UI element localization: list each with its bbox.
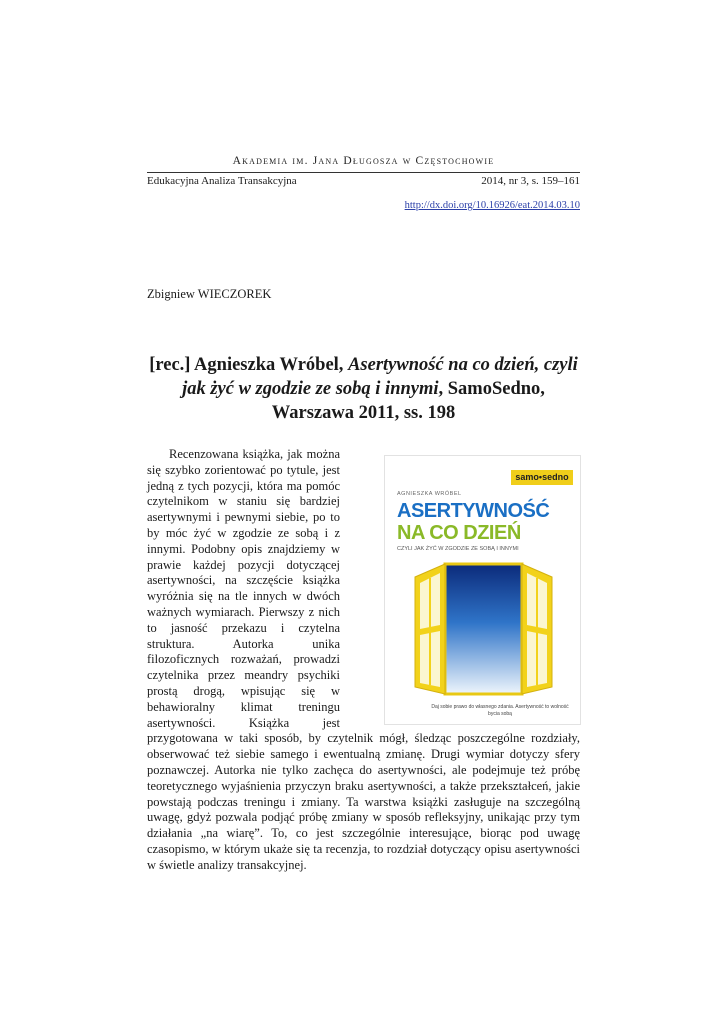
author-name: Zbigniew WIECZOREK [147, 287, 272, 301]
title-suffix: , SamoSedno, Warszawa 2011, ss. 198 [271, 379, 545, 423]
cover-subtitle: CZYLI JAK ŻYĆ W ZGODZIE ZE SOBĄ I INNYMI [397, 546, 519, 552]
doi-link[interactable]: http://dx.doi.org/10.16926/eat.2014.03.10 [404, 200, 580, 211]
open-window-illustration [405, 559, 562, 699]
header-rule [147, 172, 580, 173]
cover-quote: Daj sobie prawo do własnego zdania. Asertywność to wolność bycia sobą [431, 704, 569, 717]
journal-name: Edukacyjna Analiza Transakcyjna [147, 175, 297, 187]
cover-title-line1: ASERTYWNOŚĆ [397, 500, 550, 522]
review-paragraph: Recenzowana książka, jak można się szybko zorientować po tytule, jest jedną z tych pozycji, która ma pomóc czytelnikom w staniu się bardziej asertywnymi i pewnymi siebie, po to by móc żyć w zgodzie ze sobą i z innymi. Podobny opis znajdziemy w prawie każdej pozycji dotyczącej asertywności, na szczęście książka wyróżnia się na tle innych w dwóch ważnych wymiarach. Pierwszy z nich to jasność przekazu i czytelna struktura. Autorka unika filozoficznych rozważań, prowadzi czytelnika przez meandry psychiki prostą drogą, wpisując się w behawioralny klimat treningu asertywności. Książka jest przygotowana w taki sposób, by czytelnik mógł, śledząc poszczególne rozdziały, obserwować też siebie samego i ewentualną zmianę. Drugi wymiar dotyczy sfery poznawczej. Autorka nie tylko zachęca do asertywności, ale podejmuje też próbę teoretycznego wyjaśnienia przyczyn braku asertywności, a także przekształceń, jakie powstają podczas treningu i zmiany. Ta warstwa książki zasługuje na szczególną uwagę, gdyż pozwala podjąć próbę zmiany w sposób refleksyjny, unikając przy tym działania „na wiarę”. To, co jest szczególnie interesujące, biorąc pod uwagę czasopismo, w którym ukaże się ta recenzja, to rozdział dotyczący opisu asertywności w świetle analizy transakcyjnej. [147, 447, 580, 872]
title-prefix: [rec.] Agnieszka Wróbel, [149, 355, 349, 375]
cover-title-line2: NA CO DZIEŃ [397, 522, 521, 544]
cover-author: AGNIESZKA WRÓBEL [397, 491, 462, 497]
book-title: Asertywność na co dzień, czyli jak żyć w zgodzie ze sobą i innymi [182, 355, 578, 399]
institution-header: Akademia im. Jana Długosza w Częstochowie [232, 155, 495, 167]
journal-issue: 2014, nr 3, s. 159–161 [481, 175, 580, 187]
review-title [147, 353, 580, 425]
publisher-logo: samo•sedno [511, 470, 573, 485]
book-cover-image [384, 455, 581, 725]
